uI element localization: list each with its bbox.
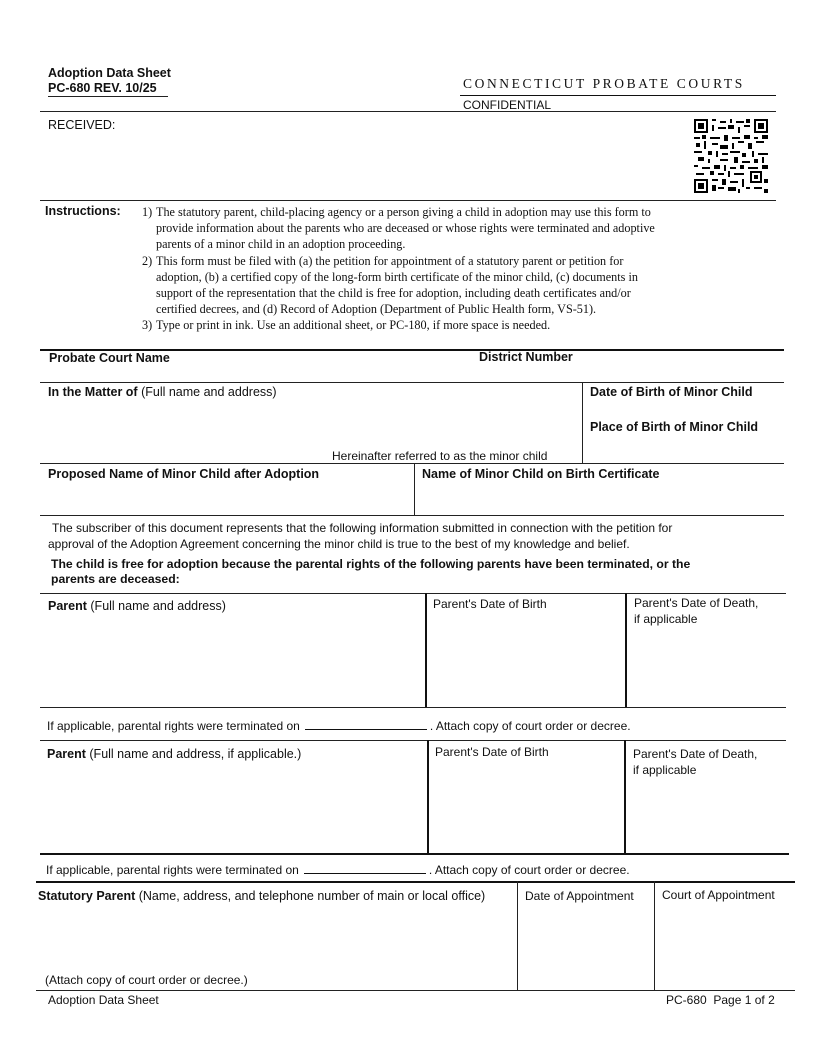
matter-label: In the Matter of — [48, 385, 138, 399]
header-rule — [460, 95, 776, 96]
instruction-line: The statutory parent, child-placing agency or a person giving a child in adoption may use this form to — [156, 205, 651, 219]
court-system-name: CONNECTICUT PROBATE COURTS — [463, 76, 745, 91]
parent2-divider-2 — [624, 740, 626, 853]
parent2-attach-text: . Attach copy of court order or decree. — [428, 863, 630, 877]
instruction-item-3 — [142, 317, 782, 333]
instruction-number: 2) — [142, 253, 153, 268]
parent2-top-rule — [40, 740, 786, 741]
instruction-line: provide information about the parents who are deceased or whose rights were terminated and adoptive — [156, 221, 655, 236]
parent1-bottom-rule — [40, 707, 786, 708]
parent1-terminated-line — [47, 717, 631, 733]
statutory-divider-1 — [517, 881, 518, 990]
parent2-dob-label[interactable]: Parent's Date of Birth — [435, 745, 549, 759]
received-label: RECEIVED: — [48, 118, 116, 132]
instruction-item-1 — [142, 204, 782, 253]
instruction-item-2 — [142, 253, 782, 318]
court-row-bottom-rule — [40, 382, 784, 383]
header-bottom-rule — [40, 111, 776, 112]
parent2-terminated-text: If applicable, parental rights were terminated on — [46, 863, 299, 877]
header-left-rule — [48, 96, 168, 97]
parent1-terminated-text: If applicable, parental rights were terminated on — [47, 719, 300, 733]
parent1-hint: (Full name and address) — [90, 599, 226, 613]
parent2-hint: (Full name and address, if applicable.) — [89, 747, 302, 761]
parent1-label: Parent — [48, 599, 87, 613]
matter-field[interactable] — [48, 385, 277, 399]
statutory-parent-hint: (Name, address, and telephone number of main or local office) — [138, 889, 486, 903]
parent2-field[interactable] — [47, 747, 301, 761]
parent2-terminated-date-field[interactable] — [304, 861, 426, 874]
matter-bottom-rule — [40, 463, 784, 464]
parent1-attach-text: . Attach copy of court order or decree. — [429, 719, 631, 733]
instruction-line: parents of a minor child in an adoption proceeding. — [156, 237, 406, 252]
parent1-dod-applicable: if applicable — [634, 612, 698, 626]
names-divider — [414, 463, 415, 515]
representation-line-1: The subscriber of this document represents that the following information submitted in connection with the petition for — [52, 521, 673, 535]
instruction-line: support of the representation that the child is free for adoption, including death certificates and/or — [156, 286, 631, 301]
district-number-label[interactable]: District Number — [479, 350, 573, 364]
probate-court-name-label[interactable]: Probate Court Name — [49, 351, 170, 365]
parent2-dod-applicable: if applicable — [633, 763, 697, 777]
parent2-label: Parent — [47, 747, 86, 761]
pob-minor-child-label[interactable]: Place of Birth of Minor Child — [590, 420, 759, 434]
statutory-bottom-rule — [36, 990, 795, 991]
form-number: PC-680 REV. 10/25 — [48, 81, 157, 95]
instruction-line: certified decrees, and (d) Record of Adoption (Department of Public Health form, VS-51). — [156, 302, 597, 317]
parent2-dod-label[interactable]: Parent's Date of Death, — [633, 747, 758, 761]
parent1-dod-label[interactable]: Parent's Date of Death, — [634, 596, 759, 610]
free-for-adoption-line-2: parents are deceased: — [51, 572, 180, 586]
instruction-line: adoption, (b) a certified copy of the long-form birth certificate of the minor child, (c) documents in — [156, 269, 638, 284]
parent1-divider-1 — [425, 593, 427, 707]
representation-line-2: approval of the Adoption Agreement concerning the minor child is true to the best of my knowledge and belief. — [48, 537, 630, 551]
instructions-list — [142, 204, 782, 334]
names-bottom-rule — [40, 515, 784, 516]
dob-minor-child-label[interactable]: Date of Birth of Minor Child — [590, 385, 753, 399]
birth-certificate-name-label[interactable]: Name of Minor Child on Birth Certificate — [422, 467, 660, 481]
instruction-line: Type or print in ink. Use an additional sheet, or PC-180, if more space is needed. — [156, 318, 551, 333]
form-title: Adoption Data Sheet — [48, 66, 171, 80]
parent1-terminated-date-field[interactable] — [305, 717, 427, 730]
instruction-number: 1) — [142, 205, 153, 219]
parent1-top-rule — [40, 593, 786, 594]
parent1-dob-label[interactable]: Parent's Date of Birth — [433, 597, 547, 611]
statutory-divider-2 — [654, 881, 655, 990]
statutory-top-rule — [36, 881, 795, 883]
hereinafter-note: Hereinafter referred to as the minor child — [332, 449, 548, 463]
statutory-attach-note: (Attach copy of court order or decree.) — [45, 973, 248, 987]
proposed-name-label[interactable]: Proposed Name of Minor Child after Adoption — [48, 467, 320, 481]
instruction-line: This form must be filed with (a) the petition for appointment of a statutory parent or petition for — [156, 253, 624, 268]
footer-page-number: PC-680 Page 1 of 2 — [666, 993, 775, 1007]
matter-divider — [582, 382, 583, 464]
date-of-appointment-label[interactable]: Date of Appointment — [525, 889, 634, 903]
parent1-field[interactable] — [48, 599, 226, 613]
parent1-divider-2 — [625, 593, 627, 707]
free-for-adoption-line-1: The child is free for adoption because the parental rights of the following parents have been terminated, or the — [51, 557, 691, 571]
confidential-label: CONFIDENTIAL — [463, 98, 552, 112]
instruction-number: 3) — [142, 318, 153, 333]
court-of-appointment-label[interactable]: Court of Appointment — [662, 888, 775, 902]
parent2-divider-1 — [427, 740, 429, 853]
statutory-parent-field[interactable] — [38, 889, 485, 903]
parent2-terminated-line — [46, 861, 630, 877]
matter-hint: (Full name and address) — [141, 385, 277, 399]
qr-code-icon — [694, 119, 768, 193]
statutory-parent-label: Statutory Parent — [38, 889, 136, 903]
qr-section-rule — [40, 200, 776, 201]
parent2-bottom-rule — [40, 853, 789, 855]
instructions-label: Instructions: — [45, 204, 121, 218]
footer-form-title: Adoption Data Sheet — [48, 993, 159, 1007]
